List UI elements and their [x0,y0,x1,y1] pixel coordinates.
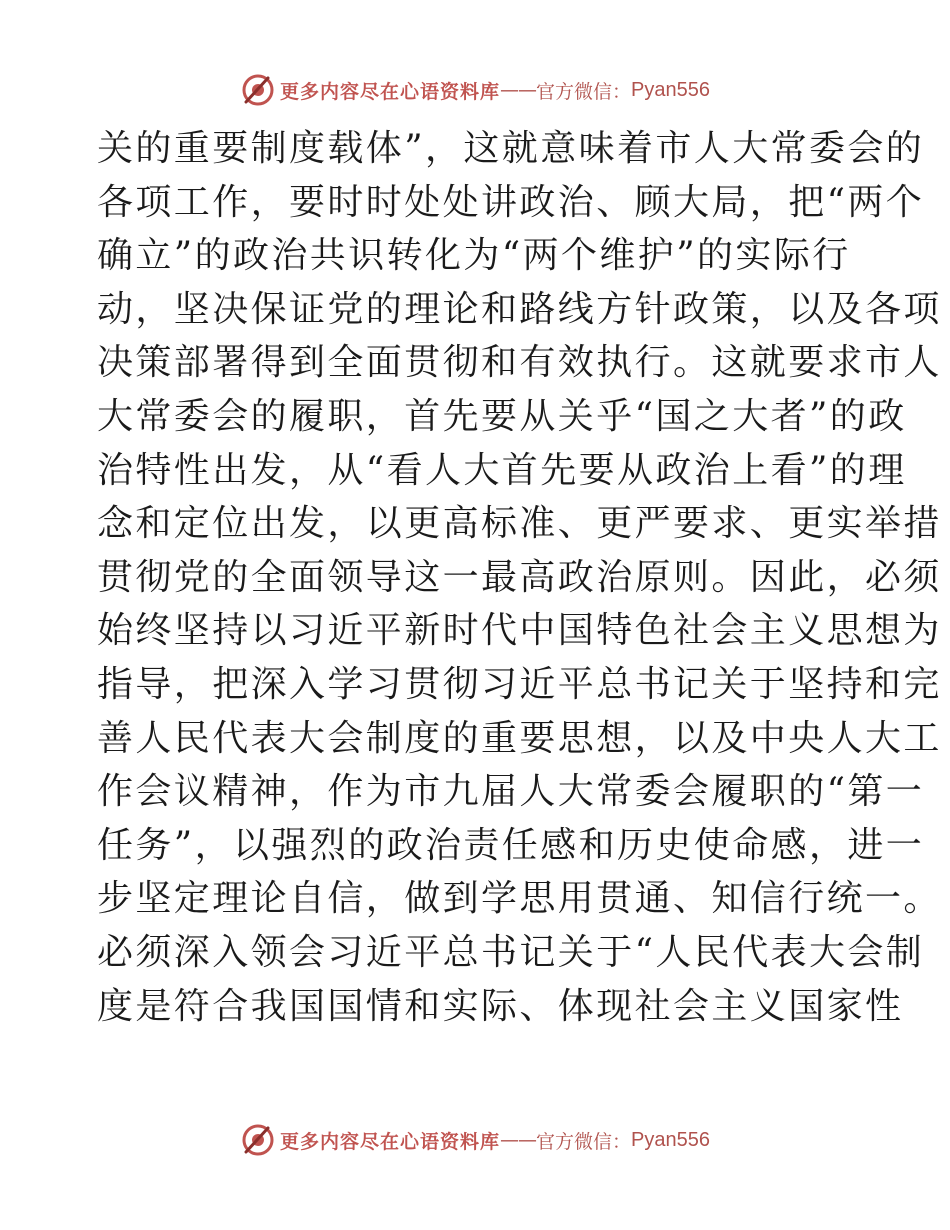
header-watermark [0,70,950,110]
text-line: 度是符合我国国情和实际、体现社会主义国家性 [97,985,904,1027]
text-line: 念和定位出发，以更高标准、更严要求、更实举措 [97,503,942,545]
watermark-wechat-label: 官方微信： [536,80,632,103]
text-line: 善人民代表大会制度的重要思想，以及中央人大工 [97,717,942,759]
watermark-dash: —— [500,79,537,101]
text-line: 贯彻党的全面领导这一最高政治原则。因此，必须 [97,556,942,598]
text-line: 治特性出发，从“看人大首先要从政治上看”的理 [97,449,907,491]
brush-logo-icon [240,72,276,108]
footer-watermark [0,1120,950,1160]
text-line: 始终坚持以习近平新时代中国特色社会主义思想为 [97,610,942,652]
text-line: 各项工作，要时时处处讲政治、顾大局，把“两个 [97,181,925,223]
text-line: 决策部署得到全面贯彻和有效执行。这就要求市人 [97,342,942,384]
watermark-wechat-id: Pyan556 [631,78,710,101]
text-line: 步坚定理论自信，做到学思用贯通、知信行统一。 [97,878,942,920]
text-line: 必须深入领会习近平总书记关于“人民代表大会制 [97,931,925,973]
text-line: 作会议精神，作为市九届人大常委会履职的“第一 [97,771,925,813]
watermark-wechat-label: 官方微信： [536,1130,632,1153]
watermark-site-name: 更多内容尽在心语资料库 [280,80,501,103]
text-line: 指导，把深入学习贯彻习近平总书记关于坚持和完 [97,663,942,705]
text-line: 任务”，以强烈的政治责任感和历史使命感，进一 [97,824,925,866]
watermark-site-name: 更多内容尽在心语资料库 [280,1130,501,1153]
watermark-wechat-id: Pyan556 [631,1128,710,1151]
watermark-dash: —— [500,1129,537,1151]
text-line: 动，坚决保证党的理论和路线方针政策，以及各项 [97,288,942,330]
text-line: 大常委会的履职，首先要从关乎“国之大者”的政 [97,395,907,437]
brush-logo-icon [240,1122,276,1158]
text-line: 关的重要制度载体”，这就意味着市人大常委会的 [97,128,925,169]
document-body [97,122,942,1033]
text-line: 确立”的政治共识转化为“两个维护”的实际行 [97,235,851,277]
